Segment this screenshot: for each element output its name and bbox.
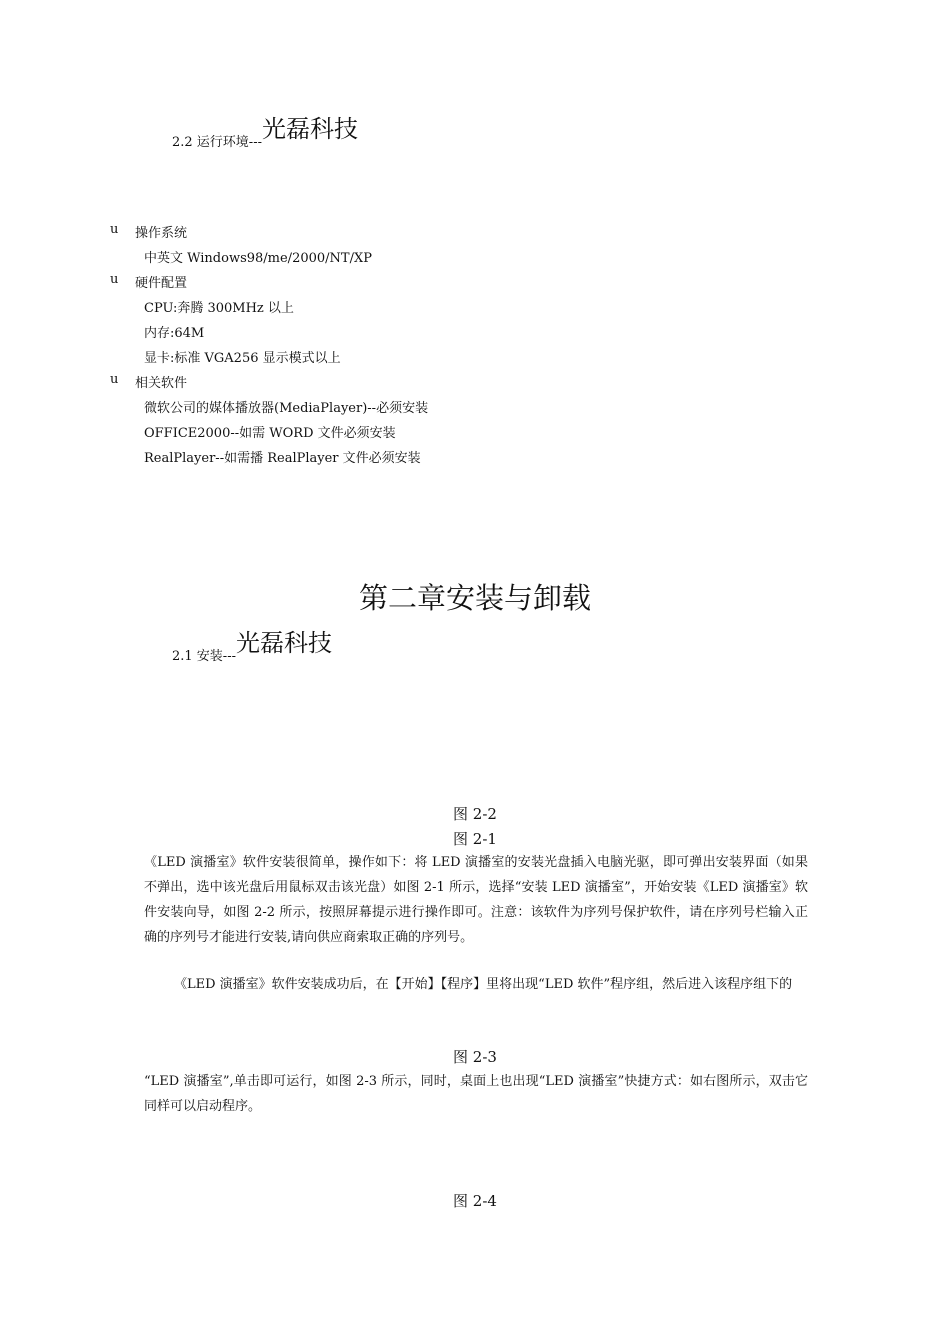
bullet-marker: u	[110, 272, 119, 287]
os-item: 中英文 Windows98/me/2000/NT/XP	[144, 251, 372, 266]
section-2-1-heading	[172, 629, 332, 667]
section-2-2-heading	[172, 115, 358, 153]
hardware-item-cpu: CPU:奔腾 300MHz 以上	[144, 301, 294, 316]
os-group-title: 操作系统	[135, 226, 188, 241]
software-item-office: OFFICE2000--如需 WORD 文件必须安装	[144, 426, 396, 441]
figure-caption-2-1: 图 2-1	[453, 830, 497, 848]
bullet-marker: u	[110, 222, 119, 237]
install-paragraph: 《LED 演播室》软件安装很简单，操作如下：将 LED 演播室的安装光盘插入电脑光驱，即可弹出安装界面（如果不弹出，选中该光盘后用鼠标双击该光盘）如图 2-1 所示，选择“安装 LED 演播室”，开始安装《LED 演播室》软件安装向导，如图 2-2 所示，按照屏幕提示进行操作即可。注意：该软件为序列号保护软件，请在序列号栏输入正确的序列号才能进行安装,请向供应商索取正确的序列号。	[144, 855, 808, 945]
figure-caption-2-2: 图 2-2	[453, 805, 497, 823]
run-paragraph: “LED 演播室”,单击即可运行，如图 2-3 所示，同时，桌面上也出现“LED 演播室”快捷方式：如右图所示，双击它同样可以启动程序。	[144, 1074, 808, 1114]
section-2-1-brand: 光磊科技	[236, 629, 332, 657]
software-group-title: 相关软件	[135, 376, 188, 391]
hardware-item-memory: 内存:64M	[144, 326, 205, 341]
figure-caption-2-4: 图 2-4	[453, 1192, 497, 1210]
chapter-title: 第二章安装与卸载	[358, 581, 591, 615]
bullet-marker: u	[110, 372, 119, 387]
software-item-realplayer: RealPlayer--如需播 RealPlayer 文件必须安装	[144, 451, 421, 466]
hardware-group-title: 硬件配置	[135, 276, 188, 291]
section-2-2-brand: 光磊科技	[262, 115, 358, 143]
program-group-paragraph: 《LED 演播室》软件安装成功后，在【开始】【程序】里将出现“LED 软件”程序组，然后进入该程序组下的	[174, 977, 793, 992]
section-2-1-prefix: 2.1 安装---	[172, 649, 236, 664]
section-2-2-prefix: 2.2 运行环境---	[172, 135, 262, 150]
hardware-item-display: 显卡:标准 VGA256 显示模式以上	[144, 351, 341, 366]
figure-caption-2-3: 图 2-3	[453, 1048, 497, 1066]
software-item-mediaplayer: 微软公司的媒体播放器(MediaPlayer)--必须安装	[144, 401, 429, 416]
